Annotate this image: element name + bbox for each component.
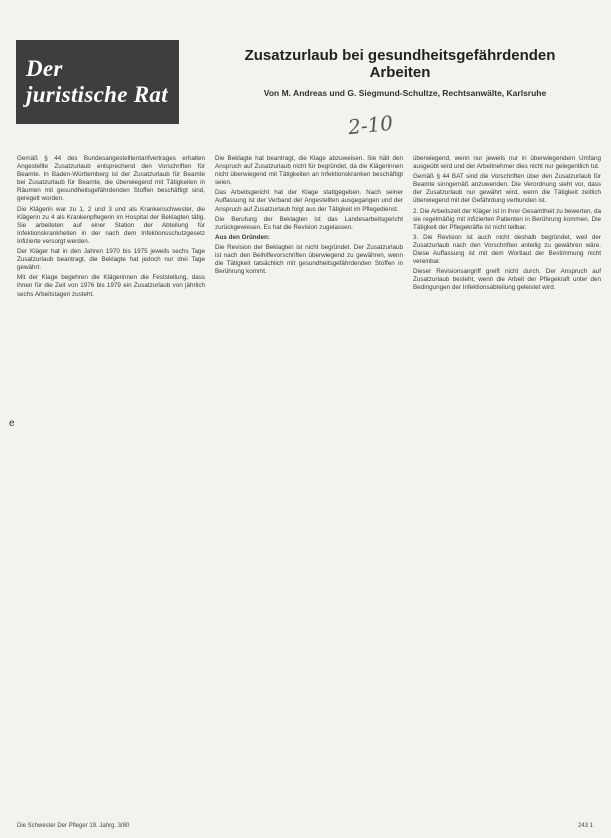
column-2 <box>215 155 403 815</box>
article-title <box>210 47 590 81</box>
logo-line-1: Der <box>26 56 63 81</box>
paragraph: 3. Die Revision ist auch nicht deshalb begründet, weil der Zusatzurlaub nach den Vorschriften anteilig zu gewähren wäre. Diese Auffassung ist mit dem Wortlaut der Bestimmung nicht vereinbar. <box>413 233 601 266</box>
paragraph: Die Revision der Beklagten ist nicht begründet. Der Zusatzurlaub ist nach den Beihilfevorschriften überwiegend zu gewähren, wenn die Tätigkeit tatsächlich mit gesundheitsgefährdenden Stoffen in Berührung kommt. <box>215 243 403 276</box>
paragraph: überwiegend, wenn nur jeweils nur in überwiegendem Umfang ausgeübt wird und der Arbeitnehmer dies nicht nur gelegentlich tut. <box>413 155 601 171</box>
paragraph: 2. Die Arbeitszeit der Kläger ist in ihrer Gesamtheit zu bewerten, da sie regelmäßig mit infizierten Patienten in Berührung kommen. Die Tätigkeit der Pflegekräfte ist nicht teilbar. <box>413 207 601 231</box>
column-1 <box>17 155 205 815</box>
paragraph: Die Beklagte hat beantragt, die Klage abzuweisen. Sie hält den Anspruch auf Zusatzurlaub nicht für begründet, da die Klägerinnen nicht überwiegend mit Tätigkeiten an Infektionskranken beschäftigt seien. <box>215 155 403 187</box>
logo-line-2: juristische Rat <box>26 82 168 107</box>
article-title-line-2: Arbeiten <box>369 64 431 81</box>
paragraph: Mit der Klage begehren die Klägerinnen die Feststellung, dass ihnen für die Zeit von 1976 bis 1979 ein Zusatzurlaub von jährlich sechs Arbeitstagen zusteht. <box>17 274 205 298</box>
paragraph: Der Kläger hat in den Jahren 1970 bis 1975 jeweils sechs Tage Zusatzurlaub beantragt, die Beklagte hat jedoch nur drei Tage gewährt. <box>17 248 205 272</box>
handwritten-note: 2-10 <box>346 110 395 140</box>
paragraph: Gemäß § 44 des Bundesangestelltentarifvertrages erhalten Angestellte Zusatzurlaub entsprechend den Vorschriften für Beamte. In Baden-Württemberg ist der Zusatzurlaub für Beamte bei Zusatzurlaub für Beamte, die überwiegend mit Tätigkeiten in Räumen mit gesundheitsgefährdenden Stoffen beschäftigt sind, geregelt worden. <box>17 155 205 203</box>
page-number: 243 1 <box>578 823 594 829</box>
paragraph: Dieser Revisionsangriff greift nicht durch. Der Anspruch auf Zusatzurlaub besteht, wenn die Arbeit der Pflegekraft unter den Bedingungen der Infektionsabteilung geleistet wird. <box>413 268 601 292</box>
paragraph: Das Arbeitsgericht hat der Klage stattgegeben. Nach seiner Auffassung ist der Verband der Angestellten ausgegangen und der Anspruch auf Zusatzurlaub folgt aus der Tätigkeit im Pflegedienst. <box>215 189 403 213</box>
paragraph: Die Berufung der Beklagten ist das Landesarbeitsgericht zurückgewiesen. Es hat die Revision zugelassen. <box>215 215 403 231</box>
section-heading: Aus den Gründen: <box>215 233 270 241</box>
article-title-line-1: Zusatzurlaub bei gesundheitsgefährdenden <box>244 47 556 64</box>
margin-mark: e <box>9 418 15 429</box>
footer-journal: Die Schwester Der Pfleger 19. Jahrg. 3/80 <box>17 823 130 829</box>
article-body <box>17 155 601 815</box>
column-3 <box>413 155 601 815</box>
article-authors: Von M. Andreas und G. Siegmund-Schultze, Rechtsanwälte, Karlsruhe <box>263 88 547 98</box>
paragraph: Die Klägerin war zu 1, 2 und 3 und als Krankenschwester, die Klägerin zu 4 als Krankenpflegerin im Hospital der Beklagten tätig. Sie arbeiteten auf einer Station der Abteilung für Infektionskrankheiten in der nach dem Infektionsschutzgesetz Infizierte versorgt werden. <box>17 205 205 245</box>
paragraph: Gemäß § 44 BAT sind die Vorschriften über den Zusatzurlaub für Beamte sinngemäß anzuwenden. Die Verordnung sieht vor, dass der Zusatzurlaub nur gewährt wird, wenn die Tätigkeit zeitlich überwiegend mit der Gefährdung verbunden ist. <box>413 173 601 205</box>
section-logo <box>16 40 179 124</box>
